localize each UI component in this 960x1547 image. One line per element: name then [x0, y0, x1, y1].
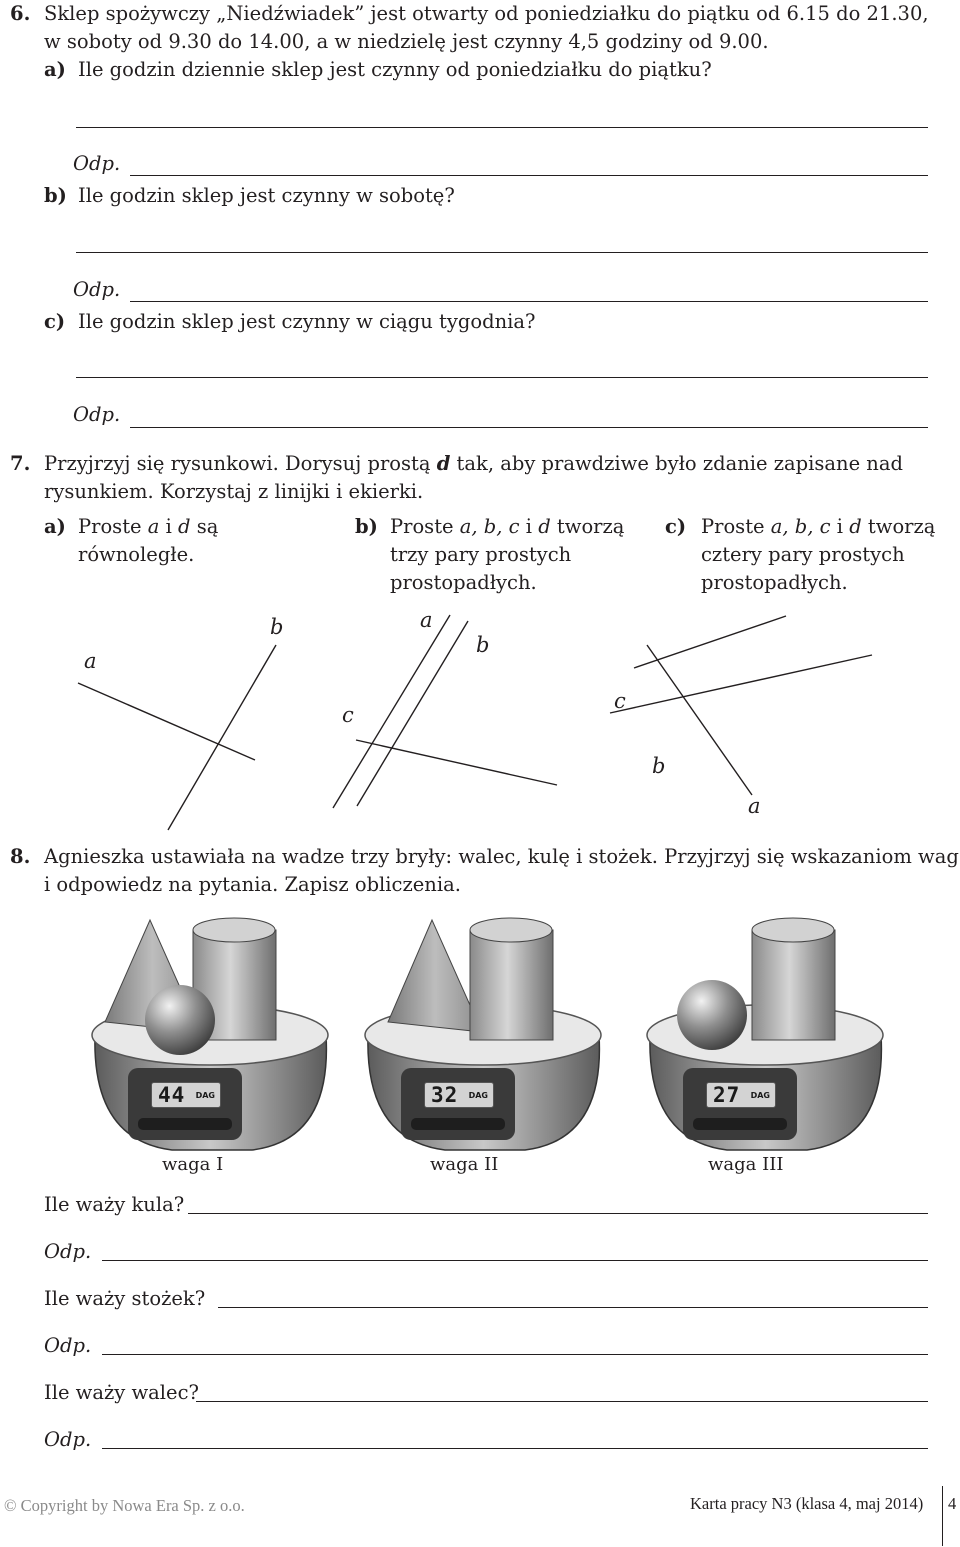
task7-a-pre: Proste [78, 515, 148, 538]
task7-c-pre: Proste [701, 515, 771, 538]
cylinder-odp-label: Odp. [44, 1428, 92, 1451]
cylinder-icon [752, 930, 835, 1040]
ball-answer-line[interactable] [102, 1260, 928, 1261]
task7-text1-post: tak, aby prawdziwe było zdanie zapisane nad [450, 452, 903, 475]
task7-b-vars: a, b, c [459, 515, 520, 538]
task6-number: 6. [10, 2, 31, 25]
scale-1 [92, 918, 328, 1150]
scale-2-buttons [411, 1118, 505, 1130]
task6-b-label: b) [44, 184, 67, 207]
scale-3-reading: 27 [713, 1083, 741, 1107]
fig1-label-b: b [270, 615, 284, 639]
footer-divider [942, 1486, 943, 1546]
scale-3-unit: DAG [750, 1091, 770, 1100]
cylinder-answer-line[interactable] [102, 1448, 928, 1449]
task7-a-post: są [190, 515, 219, 538]
task7-c-mid: i [830, 515, 850, 538]
cone-icon [388, 920, 482, 1032]
ball-icon [677, 980, 747, 1050]
scale-3 [647, 918, 883, 1150]
scale-3-buttons [693, 1118, 787, 1130]
question-cylinder-weight: Ile waży walec? [44, 1381, 199, 1404]
footer-sheet-title: Karta pracy N3 (klasa 4, maj 2014) [690, 1494, 924, 1513]
task7-b-line3: prostopadłych. [390, 571, 537, 594]
scale-1-unit: DAG [195, 1091, 215, 1100]
task7-c-line3: prostopadłych. [701, 571, 848, 594]
question-cone-weight: Ile waży stożek? [44, 1287, 206, 1310]
fig2-label-b: b [476, 633, 490, 657]
task7-text1-pre: Przyjrzyj się rysunkowi. Dorysuj prostą [44, 452, 437, 475]
fig1-label-a: a [84, 649, 97, 673]
question-ball-weight: Ile waży kula? [44, 1193, 185, 1216]
task7-a-line2: równoległe. [78, 543, 195, 566]
page-number: 4 [948, 1494, 957, 1513]
task7-var-d: d [436, 452, 451, 475]
task7-a-var-d: d [178, 515, 191, 538]
scale-1-caption: waga I [162, 1154, 224, 1175]
task7-a-var-a: a [147, 515, 160, 538]
task6-a-odp-label: Odp. [73, 152, 121, 175]
task7-b-var-d: d [538, 515, 551, 538]
task6-c-label: c) [44, 310, 66, 333]
task6-text-line1: Sklep spożywczy „Niedźwiadek” jest otwarty od poniedziałku do piątku od 6.15 do 21.30, [44, 2, 929, 25]
cone-odp-label: Odp. [44, 1334, 92, 1357]
scale-2 [365, 918, 601, 1150]
task6-c-question: Ile godzin sklep jest czynny w ciągu tygodnia? [78, 310, 536, 333]
task7-b-line2: trzy pary prostych [390, 543, 572, 566]
scale-2-display [424, 1082, 494, 1108]
task6-text-line2: w soboty od 9.30 do 14.00, a w niedzielę jest czynny 4,5 godziny od 9.00. [44, 30, 769, 53]
cylinder-icon [470, 930, 553, 1040]
task7-a-label: a) [44, 515, 66, 538]
fig3-label-a: a [748, 794, 761, 818]
scale-1-buttons [138, 1118, 232, 1130]
task7-b-label: b) [355, 515, 378, 538]
fig3-label-c: c [614, 689, 626, 713]
cone-answer-line[interactable] [102, 1354, 928, 1355]
ball-icon [145, 985, 215, 1055]
task7-c-post: tworzą [861, 515, 936, 538]
cylinder-working-line[interactable] [196, 1401, 928, 1402]
task8-text-line1: Agnieszka ustawiała na wadze trzy bryły: walec, kulę i stożek. Przyjrzyj się wskazaniom wag [44, 845, 959, 868]
scale-2-unit: DAG [468, 1091, 488, 1100]
scale-2-reading: 32 [431, 1083, 459, 1107]
task6-a-label: a) [44, 58, 66, 81]
ball-odp-label: Odp. [44, 1240, 92, 1263]
task8-number: 8. [10, 845, 31, 868]
scale-3-caption: waga III [708, 1154, 784, 1175]
scale-1-reading: 44 [158, 1083, 186, 1107]
task6-b-odp-label: Odp. [73, 278, 121, 301]
task6-a-question: Ile godzin dziennie sklep jest czynny od poniedziałku do piątku? [78, 58, 712, 81]
task7-c-vars: a, b, c [770, 515, 831, 538]
scale-3-display [706, 1082, 776, 1108]
task7-text-line2: rysunkiem. Korzystaj z linijki i ekierki. [44, 480, 424, 503]
task7-c-var-d: d [849, 515, 862, 538]
task7-b-mid: i [519, 515, 539, 538]
task7-c-line2: cztery pary prostych [701, 543, 905, 566]
task8-text-line2: i odpowiedz na pytania. Zapisz obliczenia. [44, 873, 461, 896]
task7-a-mid: i [159, 515, 179, 538]
fig2-label-c: c [342, 703, 354, 727]
ball-working-line[interactable] [188, 1213, 928, 1214]
fig3-label-b: b [652, 754, 666, 778]
scale-1-display [151, 1082, 221, 1108]
fig2-label-a: a [420, 608, 433, 632]
task7-b-pre: Proste [390, 515, 460, 538]
scale-2-caption: waga II [430, 1154, 499, 1175]
cone-working-line[interactable] [218, 1307, 928, 1308]
task6-c-odp-label: Odp. [73, 403, 121, 426]
task7-c-label: c) [665, 515, 687, 538]
footer-copyright: © Copyright by Nowa Era Sp. z o.o. [4, 1496, 245, 1515]
task7-b-post: tworzą [550, 515, 625, 538]
task7-number: 7. [10, 452, 31, 475]
task6-b-question: Ile godzin sklep jest czynny w sobotę? [78, 184, 455, 207]
